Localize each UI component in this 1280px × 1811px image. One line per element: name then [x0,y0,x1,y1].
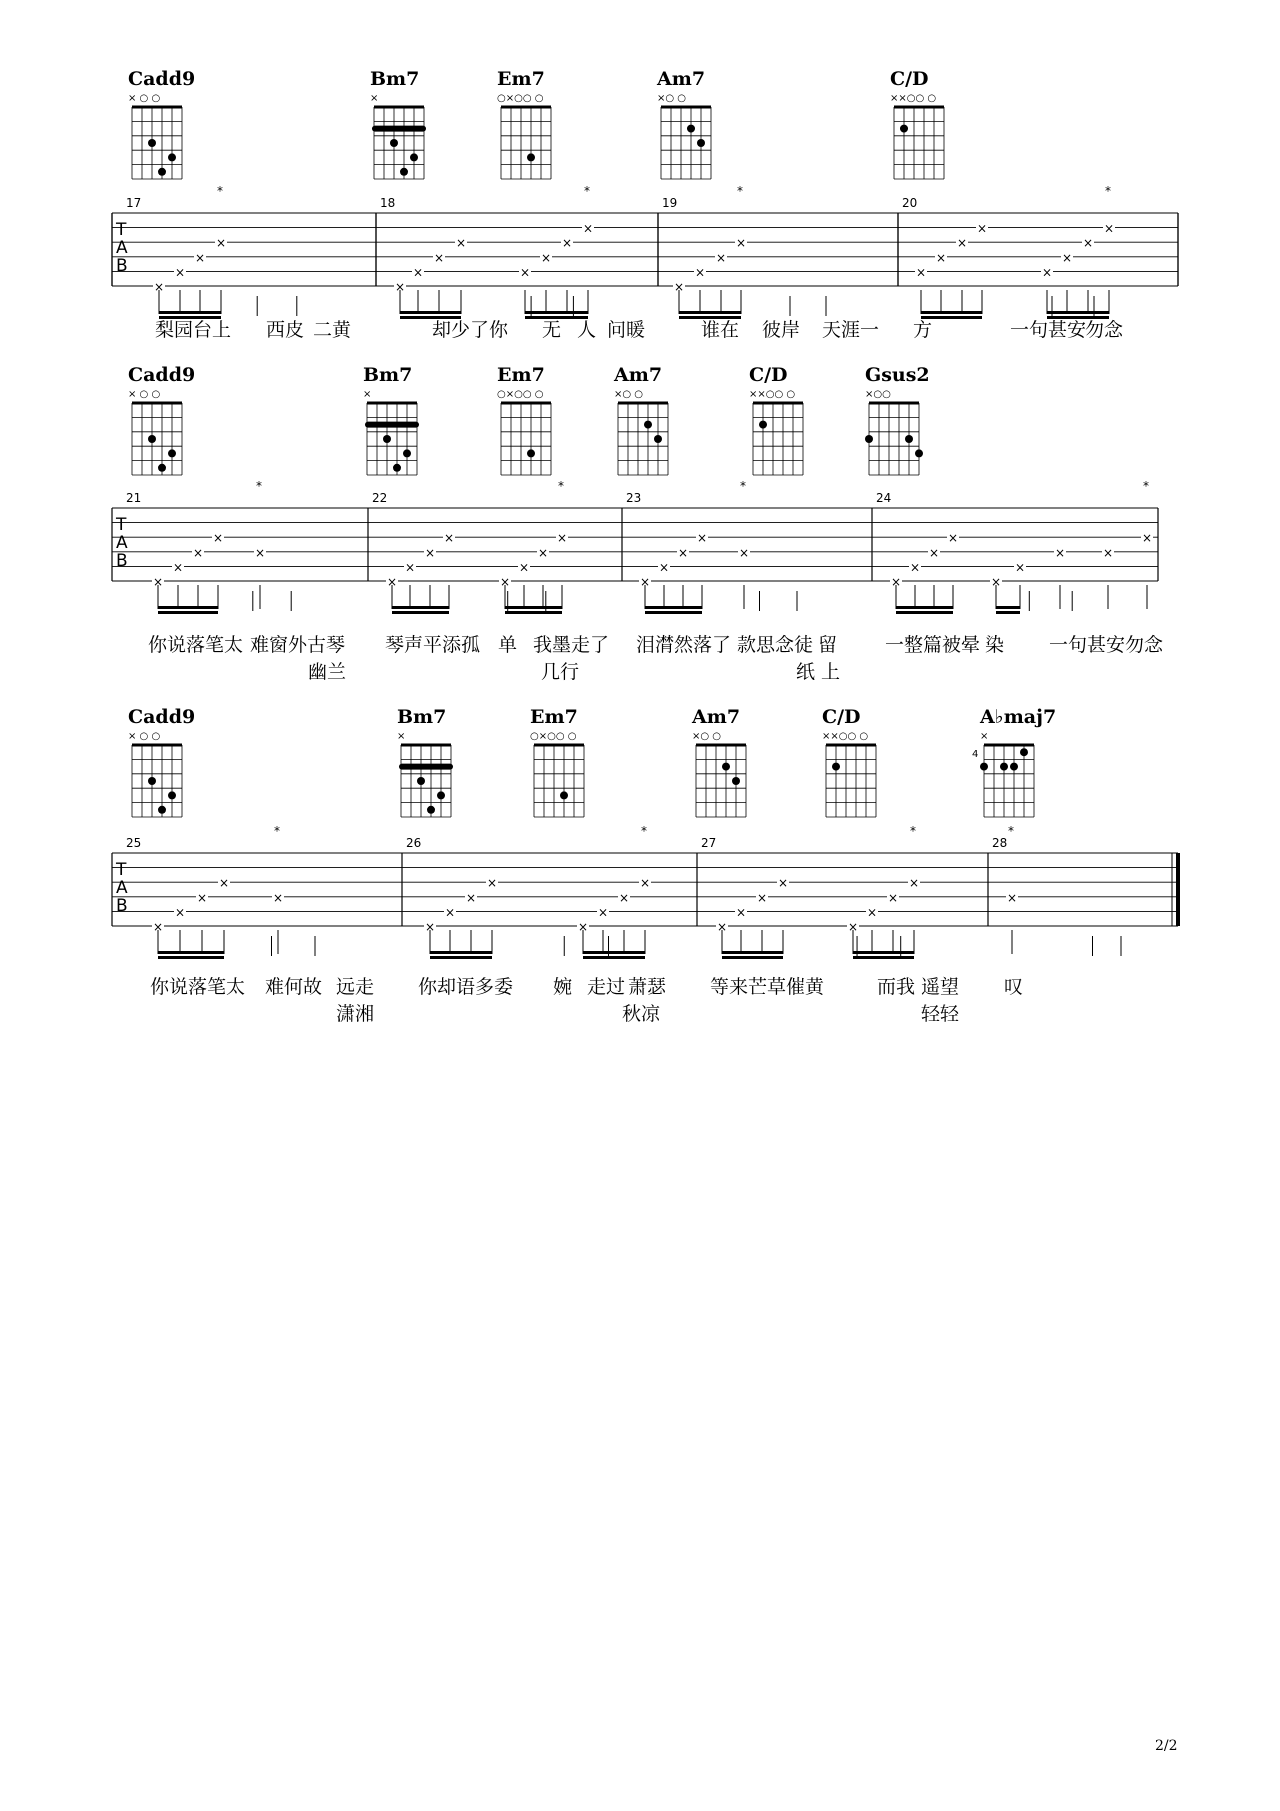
note-x: × [910,560,921,575]
note-x: × [678,545,689,560]
note-x: × [395,280,406,294]
lyric-word-line2: 纸 [796,661,816,683]
chord-dot [1000,763,1008,771]
note-x: × [598,905,609,920]
chord-diagram-Cadd9 [128,364,195,475]
beam [159,311,221,314]
chord-dot [390,139,398,147]
beam [525,311,588,314]
chord-diagram-Em7 [530,706,584,817]
note-x: × [195,250,206,265]
lyric-word-line2: 幽兰 [308,661,347,683]
note-x: × [153,575,164,589]
tab-clef-letter: T [116,860,127,880]
note-x: × [216,236,227,251]
lyric-word-line2: 几行 [541,661,580,683]
tab-clef-letter: T [116,220,127,240]
note-x: × [1083,236,1094,251]
chord-dot [759,421,767,429]
note-x: × [739,545,750,560]
beam [645,611,702,614]
beam [505,611,562,614]
chord-string-marks: ○×○○ ○ [497,93,544,104]
measure-number: 19 [662,196,678,210]
tab-clef-letter: T [116,515,127,535]
chord-string-marks: × ○ ○ [128,731,161,742]
staff-system-3 [112,853,1178,959]
lyric-word: 我墨走了 [533,634,610,656]
note-x: × [695,265,706,280]
beam [921,311,982,314]
chord-barre [365,422,419,428]
note-x: × [387,575,398,589]
tab-clef-letter: B [116,551,128,571]
lyric-word: 勿念 [1085,319,1124,341]
lyric-word-line2: 潇湘 [336,1003,375,1025]
note-x: × [640,876,651,891]
lyric-word: 谁在 [701,319,740,341]
note-x: × [173,560,184,575]
note-x: × [1042,265,1053,280]
beam [158,951,224,954]
chord-fret-label: 4 [972,749,979,760]
beam [583,956,645,959]
chord-dot [158,806,166,814]
chord-dot [654,435,662,443]
lyric-word: 款思念徒 [737,634,814,656]
lyric-word: 婉 [553,976,573,998]
note-x: × [848,920,859,934]
beam [158,606,218,609]
chord-dot [915,449,923,457]
chord-dot [148,777,156,785]
note-x: × [736,236,747,251]
note-x: × [175,265,186,280]
measure-number: 23 [626,491,642,505]
note-x: × [640,575,651,589]
chord-barre [372,126,426,132]
beam [896,611,953,614]
chord-name: C/D [749,364,788,386]
lyric-word-line2: 轻轻 [921,1003,960,1025]
chord-diagram-CD [822,706,876,817]
lyric-word: 西皮 [266,319,305,341]
beam [430,956,492,959]
measure-number: 25 [126,836,142,850]
note-x: × [413,265,424,280]
chord-dot [865,435,873,443]
lyric-word: 二黄 [313,319,352,341]
chord-diagram-Bm7 [370,68,426,179]
note-x: × [520,265,531,280]
note-x: × [466,890,477,905]
staff-system-2 [112,508,1158,614]
note-x: × [487,876,498,891]
note-x: × [916,265,927,280]
lyric-word: 单 [498,634,518,656]
chord-name: Cadd9 [128,364,196,386]
chord-dot [832,763,840,771]
lyric-word: 而我 [877,976,916,998]
chord-name: Em7 [530,706,578,728]
beam [158,611,218,614]
chord-string-marks: ×○ ○ [692,731,722,742]
chord-string-marks: × [397,731,406,742]
measure-number: 21 [126,491,142,505]
chord-name: Gsus2 [865,364,930,386]
chord-string-marks: ××○○ ○ [822,731,869,742]
measure-number: 26 [406,836,422,850]
accent-mark: * [558,479,564,493]
chord-dot [437,791,445,799]
lyric-word: 问暖 [607,319,646,341]
chord-dot [427,806,435,814]
chord-dot [900,125,908,133]
note-x: × [425,545,436,560]
note-x: × [405,560,416,575]
accent-mark: * [641,824,647,838]
chord-dot [148,139,156,147]
chord-dot [158,464,166,472]
tab-clef-letter: B [116,896,128,916]
note-x: × [1103,545,1114,560]
beam [392,606,449,609]
note-x: × [948,531,959,546]
accent-mark: * [740,479,746,493]
note-x: × [736,905,747,920]
chord-dot [527,153,535,161]
page-number: 2/2 [1155,1738,1178,1754]
chord-name: Bm7 [370,68,420,90]
note-x: × [1142,531,1153,546]
beam [996,611,1020,614]
note-x: × [957,236,968,251]
chord-name: Em7 [497,68,545,90]
chord-diagram-Em7 [497,68,551,179]
note-x: × [697,531,708,546]
note-x: × [197,890,208,905]
chord-dot [527,449,535,457]
note-x: × [445,905,456,920]
beam [505,606,562,609]
chord-diagram-Am7 [613,364,668,475]
chord-string-marks: ××○○ ○ [749,389,796,400]
note-x: × [778,876,789,891]
chord-dot [403,449,411,457]
measure-number: 28 [992,836,1008,850]
chord-string-marks: ×○ ○ [657,93,687,104]
lyric-word: 等来芒草催黄 [710,976,825,998]
note-x: × [541,250,552,265]
chord-diagram-Am7 [656,68,711,179]
note-x: × [977,221,988,236]
tab-clef-letter: A [116,878,128,898]
chord-dot [687,125,695,133]
note-x: × [175,905,186,920]
chord-dot [168,791,176,799]
tab-clef-letter: A [116,533,128,553]
chord-diagram-Bm7 [397,706,453,817]
note-x: × [991,575,1002,589]
note-x: × [583,221,594,236]
accent-mark: * [274,824,280,838]
chord-name: Bm7 [363,364,413,386]
note-x: × [659,560,670,575]
chord-dot [393,464,401,472]
chord-string-marks: × [980,731,989,742]
note-x: × [891,575,902,589]
chord-dot [417,777,425,785]
chord-name: Cadd9 [128,68,196,90]
chord-dot [410,153,418,161]
chord-dot [560,791,568,799]
beam [722,951,783,954]
accent-mark: * [584,184,590,198]
note-x: × [867,905,878,920]
lyric-word: 染 [985,634,1005,656]
chord-diagram-CD [890,68,944,179]
beam [430,951,492,954]
accent-mark: * [737,184,743,198]
chord-diagram-Gsus2 [865,364,930,475]
note-x: × [909,876,920,891]
chord-dot [400,168,408,176]
accent-mark: * [910,824,916,838]
chord-dot [980,763,988,771]
chord-dot [732,777,740,785]
note-x: × [273,890,284,905]
note-x: × [936,250,947,265]
tab-clef-letter: A [116,238,128,258]
note-x: × [619,890,630,905]
beam [853,956,914,959]
chord-name: Am7 [692,706,741,728]
measure-number: 17 [126,196,142,210]
chord-dot [158,168,166,176]
note-x: × [219,876,230,891]
lyric-word: 你说落笔太 [148,634,244,656]
note-x: × [717,920,728,934]
measure-number: 20 [902,196,918,210]
staff-system-1 [112,213,1178,319]
note-x: × [1015,560,1026,575]
chord-barre [399,764,453,770]
lyric-word: 梨园台上 [155,319,232,341]
chord-string-marks: ×○○ [865,389,891,400]
note-x: × [538,545,549,560]
lyric-word: 彼岸 [762,319,801,341]
measure-number: 24 [876,491,892,505]
chord-string-marks: ○×○○ ○ [497,389,544,400]
lyric-word: 一句甚安 [1010,319,1087,341]
note-x: × [193,545,204,560]
chord-dot [697,139,705,147]
lyric-word: 一整篇被晕 [885,634,981,656]
lyric-word: 人 [577,319,597,341]
chord-dot [644,421,652,429]
note-x: × [213,531,224,546]
lyric-word: 你说落笔太 [150,976,246,998]
note-x: × [674,280,685,294]
chord-string-marks: × ○ ○ [128,93,161,104]
lyric-word: 天涯一 [822,319,880,341]
lyric-word: 留 [818,634,838,656]
chord-name: Am7 [614,364,663,386]
note-x: × [500,575,511,589]
chord-string-marks: × [363,389,372,400]
note-x: × [716,250,727,265]
note-x: × [557,531,568,546]
lyric-word-line2: 上 [821,661,841,683]
lyric-word: 却少了你 [432,319,509,341]
chord-diagram-Amaj7 [972,706,1056,817]
lyric-word: 萧瑟 [628,976,667,998]
lyric-word: 叹 [1004,976,1024,998]
chord-string-marks: ×○ ○ [614,389,644,400]
chord-dot [1020,748,1028,756]
tab-clef-letter: B [116,256,128,276]
beam [158,956,224,959]
measure-number: 22 [372,491,388,505]
chord-diagram-Cadd9 [128,68,195,179]
chord-string-marks: ××○○ ○ [890,93,937,104]
chord-dot [383,435,391,443]
note-x: × [519,560,530,575]
note-x: × [578,920,589,934]
lyric-word-line2: 秋凉 [622,1003,661,1025]
chord-dot [1010,763,1018,771]
chord-diagram-Em7 [497,364,551,475]
note-x: × [888,890,899,905]
chord-string-marks: × [370,93,379,104]
chord-name: C/D [822,706,861,728]
beam [853,951,914,954]
note-x: × [154,280,165,294]
chord-dot [168,153,176,161]
lyric-word: 一句甚安勿念 [1049,634,1164,656]
lyric-word: 难何故 [265,976,323,998]
chord-dot [905,435,913,443]
beam [722,956,783,959]
chord-diagram-Bm7 [363,364,419,475]
chord-diagram-CD [749,364,803,475]
chord-diagram-Am7 [691,706,746,817]
accent-mark: * [1105,184,1111,198]
note-x: × [444,531,455,546]
measure-number: 27 [701,836,717,850]
lyric-word: 泪潸然落了 [636,634,732,656]
lyric-word: 你却语多委 [418,976,514,998]
note-x: × [1007,890,1018,905]
chord-name: Cadd9 [128,706,196,728]
chord-dot [168,449,176,457]
lyric-word: 琴声平添孤 [385,634,481,656]
lyric-word: 走过 [587,976,626,998]
note-x: × [434,250,445,265]
measure-number: 18 [380,196,396,210]
beam [400,311,461,314]
note-x: × [562,236,573,251]
note-x: × [153,920,164,934]
chord-dot [148,435,156,443]
note-x: × [1055,545,1066,560]
beam [679,311,741,314]
accent-mark: * [256,479,262,493]
note-x: × [757,890,768,905]
note-x: × [929,545,940,560]
chord-name: Am7 [657,68,706,90]
accent-mark: * [217,184,223,198]
note-x: × [1104,221,1115,236]
lyric-word: 方 [913,319,933,341]
chord-name: C/D [890,68,929,90]
accent-mark: * [1143,479,1149,493]
lyric-word: 难窗外古琴 [250,634,346,656]
chord-name: A♭maj7 [980,706,1057,728]
note-x: × [425,920,436,934]
chord-name: Em7 [497,364,545,386]
beam [1047,311,1109,314]
note-x: × [456,236,467,251]
beam [645,606,702,609]
chord-string-marks: ○×○○ ○ [530,731,577,742]
note-x: × [1062,250,1073,265]
lyric-word: 无 [542,319,562,341]
lyric-word: 遥望 [921,976,960,998]
chord-dot [722,763,730,771]
beam [392,611,449,614]
beam [896,606,953,609]
lyric-word: 远走 [336,976,375,998]
note-x: × [255,545,266,560]
chord-string-marks: × ○ ○ [128,389,161,400]
chord-name: Bm7 [397,706,447,728]
chord-diagram-Cadd9 [128,706,195,817]
beam [996,606,1020,609]
beam [583,951,645,954]
accent-mark: * [1008,824,1014,838]
